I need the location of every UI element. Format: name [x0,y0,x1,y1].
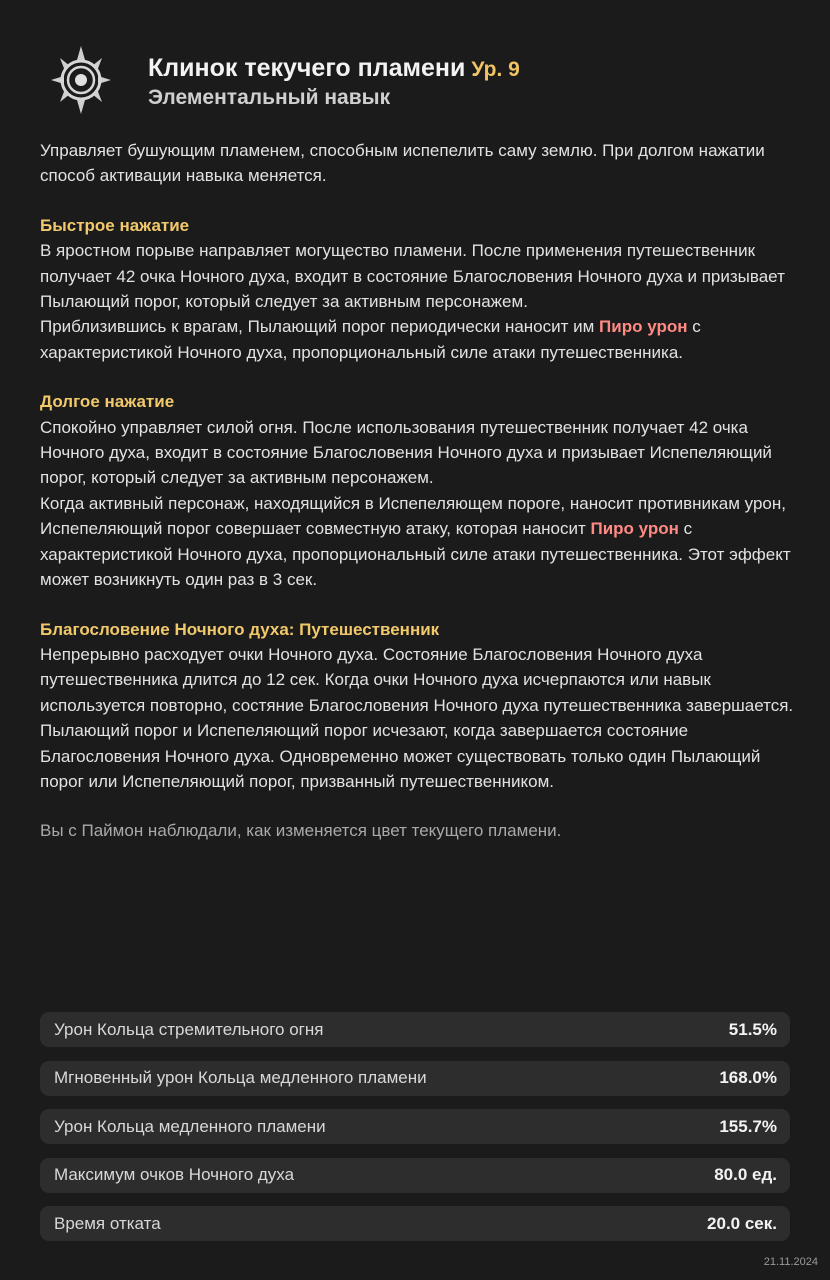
section-paragraph: В яростном порыве направляет могущество пламени. После применения путешественник получает 42 очка Ночного духа, входит в состояние Благословения Ночного духа и призывает Пылающий порог, который следует за активным персонажем. [40,241,785,312]
text-fragment: с характеристикой Ночного духа, пропорциональный силе атаки путешественника. [40,317,701,362]
skill-name: Клинок текучего пламени [148,54,466,82]
stat-row [40,1109,790,1144]
section-hold [40,389,796,592]
section-paragraph [40,314,796,365]
section-paragraph: Непрерывно расходует очки Ночного духа. Состояние Благословения Ночного духа путешественника длится до 12 сек. Когда очки Ночного духа исчерпаются или навык используется повторно, состяние Благословения Ночного духа путешественника завершается. [40,644,794,715]
section-blessing [40,617,796,795]
stat-name: Время отката [54,1213,161,1233]
text-fragment: с характеристикой Ночного духа, пропорциональный силе атаки путешественника. Этот эффект может возникнуть один раз в 3 сек. [40,519,791,590]
section-paragraph: Пылающий порог и Испепеляющий порог исчезают, когда завершается состояние Благословения Ночного духа. Одновременно может существовать только один Пылающий порог или Испепеляющий порог, призванный путешественником. [40,721,761,791]
intro-text: Управляет бушующим пламенем, способным испепелить саму землю. При долгом нажатии способ активации навыка меняется. [40,141,765,186]
flavor-text: Вы с Паймон наблюдали, как изменяется цвет текущего пламени. [40,821,562,841]
section-title: Быстрое нажатие [40,215,190,235]
text-fragment: Когда активный персонаж, находящийся в Испепеляющем пороге, наносит противникам урон, Испепеляющий порог совершает совместную атаку, которая наносит [40,493,786,539]
date-stamp: 21.11.2024 [763,1256,818,1268]
stat-name: Урон Кольца стремительного огня [54,1019,324,1039]
skill-header [48,44,788,116]
stat-row [40,1061,790,1096]
skill-level: Ур. 9 [471,58,520,81]
pyro-damage-keyword: Пиро урон [590,519,679,539]
skill-title [148,54,520,83]
stat-value: 155.7% [719,1116,777,1136]
pyro-damage-keyword: Пиро урон [599,317,688,337]
section-paragraph: Спокойно управляет силой огня. После использования путешественник получает 42 очка Ночного духа, входит в состояние Благословения Ночного духа и призывает Испепеляющий порог, который следует за активным персонажем. [40,417,772,488]
section-title: Благословение Ночного духа: Путешественник [40,619,440,639]
stat-name: Урон Кольца медленного пламени [54,1116,326,1136]
stat-row [40,1206,790,1241]
section-press [40,213,796,365]
elemental-skill-flame-icon [48,44,114,116]
stats-table [40,1012,790,1255]
stat-value: 168.0% [719,1068,777,1087]
skill-type: Элементальный навык [148,86,391,109]
section-paragraph [40,491,796,593]
stat-name: Максимум очков Ночного духа [54,1165,295,1184]
stat-value: 80.0 ед. [714,1165,777,1184]
stat-row [40,1158,790,1193]
stat-value: 51.5% [728,1019,777,1039]
stat-name: Мгновенный урон Кольца медленного пламени [54,1068,427,1087]
section-title: Долгое нажатие [40,392,175,412]
skill-description [40,138,796,844]
stat-row [40,1012,790,1047]
text-fragment: Приблизившись к врагам, Пылающий порог периодически наносит им [40,317,600,337]
stat-value: 20.0 сек. [707,1213,777,1233]
